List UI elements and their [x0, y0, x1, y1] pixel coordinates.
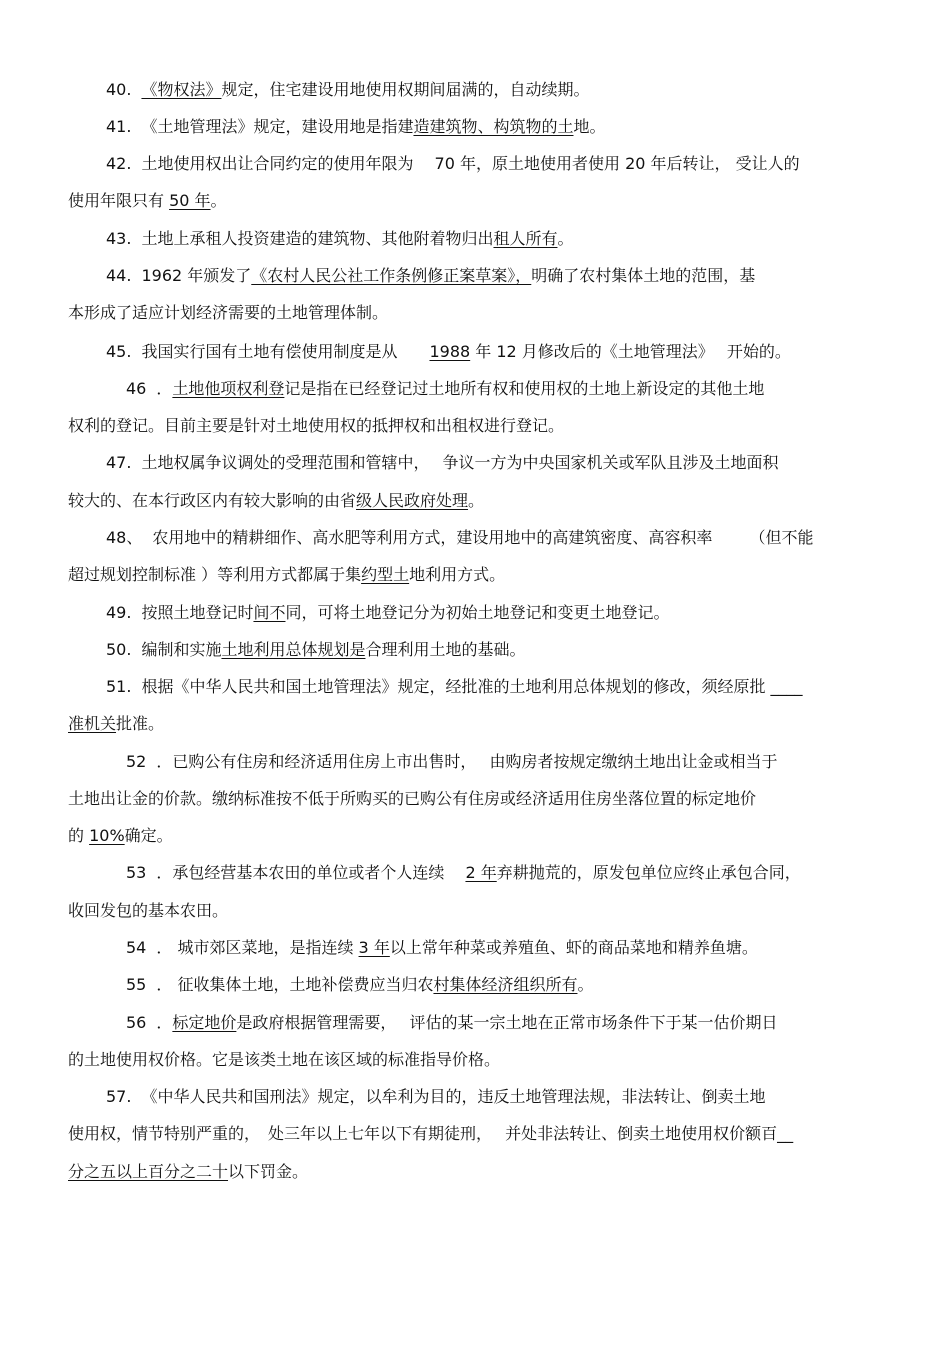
item-number: 43. [106, 229, 132, 248]
item-continuation-line [68, 1124, 793, 1146]
item-number: 47. [106, 453, 132, 472]
item-line [126, 938, 758, 960]
text-segment: ．已购公有住房和经济适用住房上市出售时， 由购房者按规定缴纳土地出让金或相当于 [156, 752, 778, 771]
text-segment: 收回发包的基本农田。 [68, 901, 229, 920]
text-segment: 年 12 月修改后的《土地管理法》 开始的。 [470, 342, 791, 361]
text-segment: 超过规划控制标准 ）等利用方式都属于集 [68, 565, 362, 584]
underlined-answer: 1988 [429, 342, 471, 361]
item-line [106, 640, 526, 662]
text-segment: 《中华人民共和国刑法》规定，以牟利为目的，违反土地管理法规，非法转让、倒卖土地 [141, 1087, 766, 1106]
text-segment: 。 [557, 229, 574, 248]
item-number: 40. [106, 80, 132, 99]
item-continuation-line [68, 191, 227, 213]
text-segment: 规定，住宅建设用地使用权期间届满的，自动续期。 [221, 80, 590, 99]
item-line [126, 379, 764, 401]
text-segment: 地利用方式。 [409, 565, 506, 584]
item-line [106, 154, 800, 176]
underlined-answer: 标定地价 [172, 1013, 237, 1032]
underlined-answer: 《农村人民公社工作条例修正案草案》， [251, 266, 532, 285]
text-segment: 明确了农村集体土地的范围，基 [531, 266, 756, 285]
text-segment: ．承包经营基本农田的单位或者个人连续 [156, 863, 466, 882]
underlined-answer: 50 年 [169, 191, 211, 210]
underlined-answer: 造建筑物、构筑物的土 [413, 117, 574, 136]
underlined-answer: 10% [89, 826, 125, 845]
item-line [106, 1087, 765, 1109]
item-line [106, 266, 755, 288]
item-line [106, 80, 589, 102]
item-continuation-line [68, 565, 505, 587]
item-number: 48、 [106, 528, 143, 547]
text-segment: 。 [577, 975, 594, 994]
text-segment: 以上常年种菜或养殖鱼、虾的商品菜地和精养鱼塘。 [389, 938, 758, 957]
text-segment: 批准。 [116, 714, 165, 733]
item-line [106, 117, 606, 139]
item-continuation-line [68, 303, 388, 325]
item-number: 53 [126, 863, 147, 882]
text-segment: __ [777, 1124, 794, 1143]
text-segment: 确定。 [124, 826, 173, 845]
item-continuation-line [68, 714, 164, 736]
item-line [126, 752, 777, 774]
text-segment: 记是指在已经登记过土地所有权和使用权的土地上新设定的其他土地 [284, 379, 765, 398]
underlined-answer: 租人所有 [493, 229, 558, 248]
item-number: 54 [126, 938, 147, 957]
item-line [106, 677, 803, 699]
item-continuation-line [68, 826, 173, 848]
text-segment: 编制和实施 [141, 640, 222, 659]
item-line [126, 863, 801, 885]
item-number: 57. [106, 1087, 132, 1106]
item-line [106, 229, 574, 251]
text-segment: 土地权属争议调处的受理范围和管辖中， 争议一方为中央国家机关或军队且涉及土地面积 [141, 453, 779, 472]
item-continuation-line [68, 1050, 500, 1072]
item-continuation-line [68, 491, 484, 513]
text-segment: 的土地使用权价格。它是该类土地在该区域的标准指导价格。 [68, 1050, 501, 1069]
text-segment: 农用地中的精耕细作、高水肥等利用方式，建设用地中的高建筑密度、高容积率 （但不能 [152, 528, 814, 547]
text-segment: 土地出让金的价款。缴纳标准按不低于所购买的已购公有住房或经济适用住房坐落位置的标定地价 [68, 789, 757, 808]
underlined-answer: 分之五以上百分之二十 [68, 1162, 229, 1181]
underlined-answer: 3 年 [358, 938, 390, 957]
text-segment: 较大的、在本行政区内有较大影响的由省 [68, 491, 357, 510]
underlined-answer: 间不 [253, 603, 286, 622]
text-segment: 《土地管理法》规定，建设用地是指建 [141, 117, 414, 136]
item-line [126, 975, 593, 997]
text-segment: 1962 年颁发了 [141, 266, 252, 285]
text-segment: ． [156, 379, 173, 398]
item-number: 41. [106, 117, 132, 136]
item-line [106, 603, 670, 625]
item-number: 55 [126, 975, 147, 994]
text-segment: 根据《中华人民共和国土地管理法》规定，经批准的土地利用总体规划的修改，须经原批 [141, 677, 771, 696]
text-segment: ． 城市郊区菜地，是指连续 [156, 938, 359, 957]
text-segment: 地。 [573, 117, 606, 136]
text-segment: 。 [468, 491, 485, 510]
item-number: 56 [126, 1013, 147, 1032]
underlined-answer: 《物权法》 [141, 80, 222, 99]
underlined-answer: 约型土 [361, 565, 410, 584]
item-number: 51. [106, 677, 132, 696]
underlined-answer: 准机关 [68, 714, 117, 733]
item-line [106, 528, 813, 550]
item-line [106, 453, 779, 475]
text-segment: 合理利用土地的基础。 [365, 640, 526, 659]
item-number: 46 [126, 379, 147, 398]
underlined-answer: 级人民政府处理 [356, 491, 469, 510]
text-segment: 我国实行国有土地有偿使用制度是从 [141, 342, 430, 361]
item-continuation-line [68, 1162, 308, 1184]
text-segment: 是政府根据管理需要， 评估的某一宗土地在正常市场条件下于某一估价期日 [236, 1013, 778, 1032]
underlined-answer: 土地他项权利登 [172, 379, 285, 398]
item-number: 52 [126, 752, 147, 771]
item-number: 42. [106, 154, 132, 173]
text-segment: 使用权，情节特别严重的， 处三年以上七年以下有期徒刑， 并处非法转让、倒卖土地使用权价额百 [68, 1124, 778, 1143]
text-segment: 的 [68, 826, 90, 845]
item-number: 49. [106, 603, 132, 622]
text-segment: 土地使用权出让合同约定的使用年限为 70 年，原土地使用者使用 20 年后转让， 受让人的 [141, 154, 800, 173]
text-segment: 权利的登记。目前主要是针对土地使用权的抵押权和出租权进行登记。 [68, 416, 565, 435]
text-segment: 以下罚金。 [228, 1162, 309, 1181]
text-segment: 。 [210, 191, 227, 210]
item-continuation-line [68, 901, 228, 923]
text-segment: ． [156, 1013, 173, 1032]
text-segment: ． 征收集体土地，土地补偿费应当归农 [156, 975, 434, 994]
text-segment: 同，可将土地登记分为初始土地登记和变更土地登记。 [285, 603, 670, 622]
text-segment: ____ [770, 677, 803, 696]
item-number: 45. [106, 342, 132, 361]
text-segment: 土地上承租人投资建造的建筑物、其他附着物归出 [141, 229, 494, 248]
text-segment: 按照土地登记时 [141, 603, 254, 622]
item-number: 50. [106, 640, 132, 659]
text-segment: 本形成了适应计划经济需要的土地管理体制。 [68, 303, 389, 322]
item-line [106, 342, 791, 364]
item-continuation-line [68, 789, 756, 811]
text-segment: 使用年限只有 [68, 191, 170, 210]
underlined-answer: 2 年 [465, 863, 497, 882]
underlined-answer: 村集体经济组织所有 [433, 975, 578, 994]
text-segment: 弃耕抛荒的，原发包单位应终止承包合同， [496, 863, 801, 882]
item-number: 44. [106, 266, 132, 285]
item-line [126, 1013, 777, 1035]
underlined-answer: 土地利用总体规划是 [221, 640, 366, 659]
item-continuation-line [68, 416, 564, 438]
